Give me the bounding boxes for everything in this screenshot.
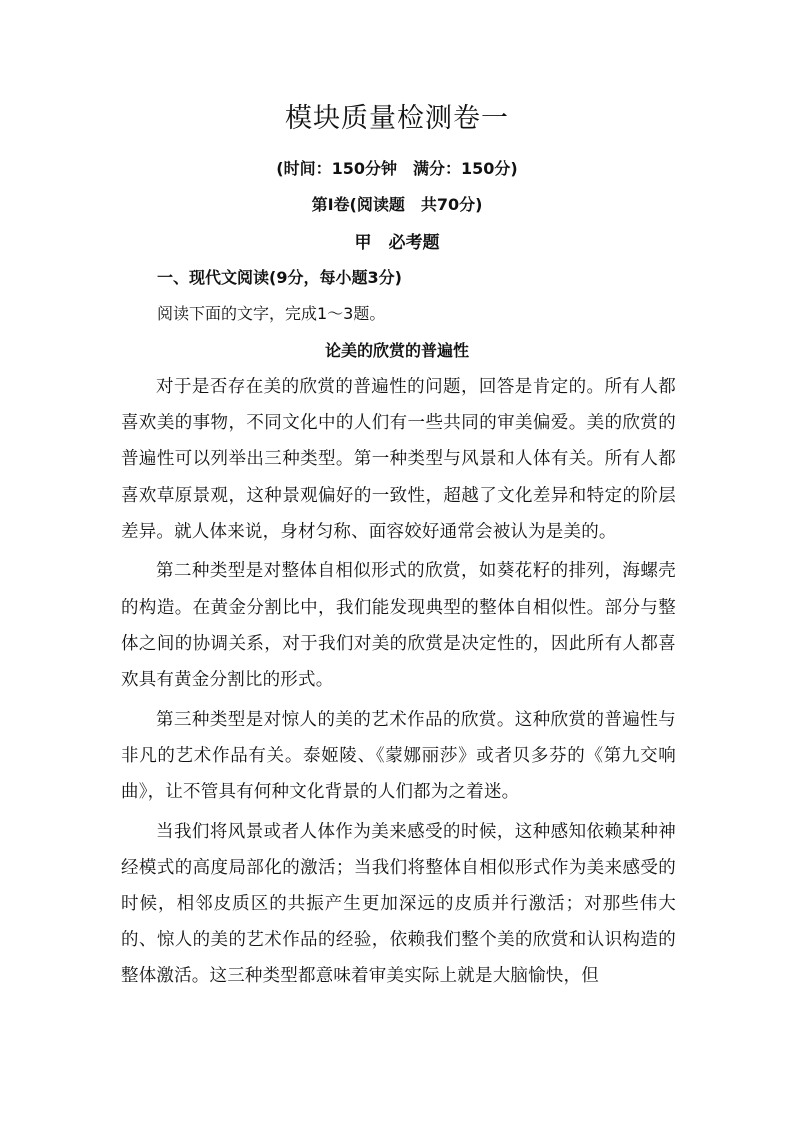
article-body [121, 369, 676, 998]
article-paragraph: 第二种类型是对整体自相似形式的欣赏，如葵花籽的排列，海螺壳的构造。在黄金分割比中，我们能发现典型的整体自相似性。部分与整体之间的协调关系，对于我们对美的欣赏是决定性的，因此所有人都喜欢具有黄金分割比的形式。 [121, 561, 676, 691]
volume-heading: 第Ⅰ卷(阅读题 共70分) [311, 195, 483, 214]
article-title: 论美的欣赏的普遍性 [324, 341, 469, 360]
exam-info: (时间：150分钟 满分：150分) [276, 159, 518, 178]
part-heading: 甲 必考题 [354, 233, 440, 253]
article-paragraph: 对于是否存在美的欣赏的普遍性的问题，回答是肯定的。所有人都喜欢美的事物，不同文化中的人们有一些共同的审美偏爱。美的欣赏的普遍性可以列举出三种类型。第一种类型与风景和人体有关。所有人都喜欢草原景观，这种景观偏好的一致性，超越了文化差异和特定的阶层差异。就人体来说，身材匀称、面容姣好通常会被认为是美的。 [121, 377, 676, 542]
article-paragraph: 当我们将风景或者人体作为美来感受的时候，这种感知依赖某种神经模式的高度局部化的激活；当我们将整体自相似形式作为美来感受的时候，相邻皮质区的共振产生更加深远的皮质并行激活；对那些伟大的、惊人的美的艺术作品的经验，依赖我们整个美的欣赏和认识构造的整体激活。这三种类型都意味着审美实际上就是大脑愉快，但 [121, 821, 676, 987]
exam-title: 模块质量检测卷一 [285, 103, 509, 134]
section-instruction: 阅读下面的文字，完成1～3题。 [157, 304, 386, 323]
article-paragraph: 第三种类型是对惊人的美的艺术作品的欣赏。这种欣赏的普遍性与非凡的艺术作品有关。泰姬陵、《蒙娜丽莎》或者贝多芬的《第九交响曲》，让不管具有何种文化背景的人们都为之着迷。 [121, 709, 676, 803]
section-heading: 一、现代文阅读(9分，每小题3分) [157, 268, 402, 287]
